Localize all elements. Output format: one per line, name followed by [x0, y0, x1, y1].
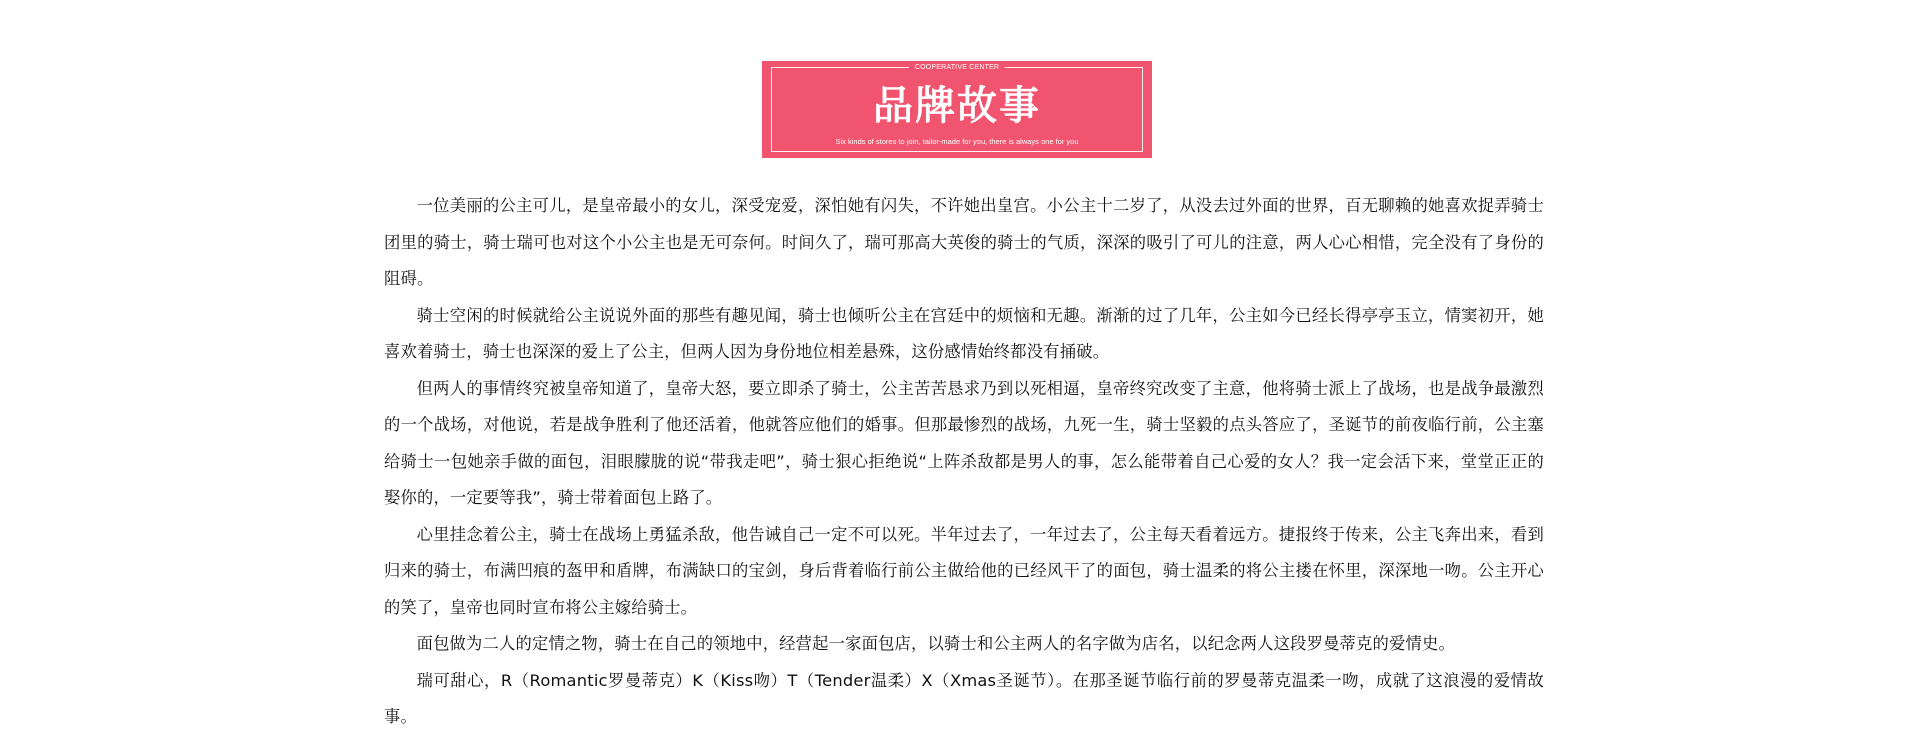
banner-subtitle: Six kinds of stores to join, tailor-made for you, there is always one for you — [835, 137, 1079, 146]
story-paragraph-6: 瑞可甜心，R（Romantic罗曼蒂克）K（Kiss吻）T（Tender温柔）X（Xmas圣诞节）。在那圣诞节临行前的罗曼蒂克温柔一吻，成就了这浪漫的爱情故事。 — [384, 670, 1544, 726]
banner-kicker: COOPERATIVE CENTER — [909, 63, 1005, 73]
brand-story-text — [384, 188, 1544, 736]
story-paragraph-2: 骑士空闲的时候就给公主说说外面的那些有趣见闻，骑士也倾听公主在宫廷中的烦恼和无趣。渐渐的过了几年，公主如今已经长得亭亭玉立，情窦初开，她喜欢着骑士，骑士也深深的爱上了公主，但两人因为身份地位相差悬殊，这份感情始终都没有捅破。 — [384, 305, 1544, 361]
story-paragraph-1: 一位美丽的公主可儿，是皇帝最小的女儿，深受宠爱，深怕她有闪失，不许她出皇宫。小公主十二岁了，从没去过外面的世界，百无聊赖的她喜欢捉弄骑士团里的骑士，骑士瑞可也对这个小公主也是无可奈何。时间久了，瑞可那高大英俊的骑士的气质，深深的吸引了可儿的注意，两人心心相惜，完全没有了身份的阻碍。 — [384, 196, 1544, 288]
story-paragraph-5: 面包做为二人的定情之物，骑士在自己的领地中，经营起一家面包店，以骑士和公主两人的名字做为店名，以纪念两人这段罗曼蒂克的爱情史。 — [416, 634, 1455, 653]
brand-story-banner — [762, 61, 1152, 158]
story-paragraph-3: 但两人的事情终究被皇帝知道了，皇帝大怒，要立即杀了骑士，公主苦苦恳求乃到以死相逼，皇帝终究改变了主意，他将骑士派上了战场，也是战争最激烈的一个战场，对他说，若是战争胜利了他还活着，他就答应他们的婚事。但那最惨烈的战场，九死一生，骑士坚毅的点头答应了，圣诞节的前夜临行前，公主塞给骑士一包她亲手做的面包，泪眼朦胧的说“带我走吧”，骑士狠心拒绝说“上阵杀敌都是男人的事，怎么能带着自己心爱的女人？我一定会活下来，堂堂正正的娶你的，一定要等我”，骑士带着面包上路了。 — [384, 378, 1544, 507]
story-paragraph-4: 心里挂念着公主，骑士在战场上勇猛杀敌，他告诫自己一定不可以死。半年过去了，一年过去了，公主每天看着远方。捷报终于传来，公主飞奔出来，看到归来的骑士，布满凹痕的盔甲和盾牌，布满缺口的宝剑，身后背着临行前公主做给他的已经风干了的面包，骑士温柔的将公主搂在怀里，深深地一吻。公主开心的笑了，皇帝也同时宣布将公主嫁给骑士。 — [384, 524, 1544, 617]
banner-title: 品牌故事 — [873, 83, 1041, 129]
